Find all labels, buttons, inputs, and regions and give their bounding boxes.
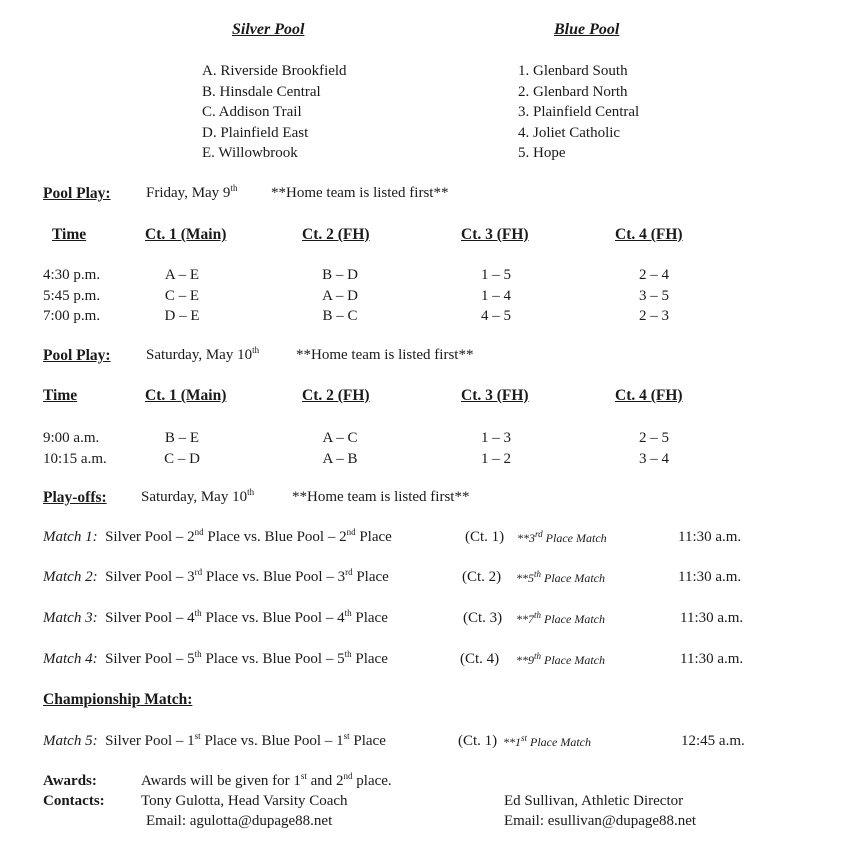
match-text: Place vs. Blue Pool – 1 — [200, 733, 344, 749]
column-header-ct1: Ct. 1 (Main) — [145, 387, 227, 404]
ordinal-suffix: st — [300, 771, 307, 781]
note-text: Place Match — [541, 612, 605, 626]
ordinal-suffix: rd — [194, 567, 203, 577]
ordinal-suffix: rd — [535, 529, 543, 539]
column-header-ct2: Ct. 2 (FH) — [302, 226, 370, 243]
time-cell: 7:00 p.m. — [43, 308, 101, 324]
matchup-cell: C – E — [164, 287, 200, 304]
match-place-note — [517, 531, 607, 546]
matchup-cell: 2 – 5 — [639, 430, 669, 446]
matchup-cell: A – D — [322, 287, 358, 304]
match-row — [43, 529, 392, 546]
day-suffix: th — [247, 487, 255, 497]
match-label: Match 5: — [43, 733, 98, 749]
matchup-cell: B – D — [322, 267, 358, 283]
match-text: Place — [349, 733, 386, 749]
pool-play-1-day — [146, 185, 237, 202]
list-item: 2. Glenbard North — [518, 83, 628, 100]
time-cell: 4:30 p.m. — [43, 267, 101, 283]
blue-pool-title: Blue Pool — [554, 21, 620, 38]
ct4-column — [622, 428, 686, 469]
blue-pool-team-list — [518, 61, 639, 164]
match-court: (Ct. 4) — [460, 651, 500, 667]
match-time: 11:30 a.m. — [678, 569, 742, 585]
list-item: 3. Plainfield Central — [518, 104, 640, 120]
playoffs-label: Play-offs: — [43, 489, 107, 506]
matchup-cell: 3 – 5 — [639, 287, 669, 304]
match-text: Silver Pool – 1 — [105, 733, 195, 749]
match-text: Silver Pool – 5 — [105, 651, 195, 667]
column-header-ct4: Ct. 4 (FH) — [615, 226, 683, 243]
list-item: B. Hinsdale Central — [202, 83, 321, 100]
matchup-cell: B – E — [164, 430, 200, 446]
ordinal-suffix: nd — [194, 527, 204, 537]
matchup-cell: C – D — [164, 450, 200, 467]
match-text: Place vs. Blue Pool – 2 — [203, 529, 347, 545]
match-text: Place — [351, 610, 388, 626]
time-cell: 10:15 a.m. — [43, 450, 107, 467]
match-text: Place — [352, 569, 389, 585]
match-label: Match 3: — [43, 610, 98, 626]
ordinal-suffix: th — [194, 649, 202, 659]
note-text: **3 — [517, 531, 535, 545]
ordinal-suffix: rd — [345, 567, 353, 577]
note-text: **9 — [516, 653, 534, 667]
match-text: Silver Pool – 3 — [105, 569, 195, 585]
contacts-label: Contacts: — [43, 793, 105, 809]
match-text: Place vs. Blue Pool – 5 — [201, 651, 345, 667]
day-suffix: th — [252, 345, 260, 355]
matchup-cell: B – C — [322, 308, 358, 324]
awards-text-part: place. — [352, 773, 392, 789]
silver-pool-title: Silver Pool — [232, 21, 305, 38]
ct1-column — [150, 265, 214, 327]
match-description — [105, 610, 388, 626]
day-text: Saturday, May 10 — [141, 489, 248, 505]
match-court: (Ct. 1) — [458, 733, 498, 749]
list-item: D. Plainfield East — [202, 124, 309, 141]
ordinal-suffix: st — [194, 731, 201, 741]
list-item: C. Addison Trail — [202, 104, 302, 120]
championship-label: Championship Match: — [43, 691, 193, 708]
match-text: Silver Pool – 4 — [105, 610, 195, 626]
match-place-note — [516, 612, 605, 627]
note-text: **5 — [516, 571, 534, 585]
ordinal-suffix: st — [521, 733, 528, 743]
match-time: 11:30 a.m. — [678, 529, 742, 545]
ordinal-suffix: th — [194, 608, 202, 618]
column-header-time: Time — [43, 387, 78, 404]
matchup-cell: 1 – 3 — [481, 430, 511, 446]
column-header-ct4: Ct. 4 (FH) — [615, 387, 683, 404]
column-header-ct1: Ct. 1 (Main) — [145, 226, 227, 243]
column-header-ct2: Ct. 2 (FH) — [302, 387, 370, 404]
contact-right-email[interactable]: Email: esullivan@dupage88.net — [504, 813, 697, 829]
day-text: Friday, May 9 — [146, 185, 231, 201]
ordinal-suffix: st — [343, 731, 350, 741]
match-text: Silver Pool – 2 — [105, 529, 195, 545]
ordinal-suffix: th — [344, 649, 352, 659]
matchup-cell: 4 – 5 — [481, 308, 511, 324]
ordinal-suffix: th — [534, 610, 542, 620]
ct3-column — [464, 265, 528, 327]
list-item: 1. Glenbard South — [518, 63, 628, 79]
playoffs-note: **Home team is listed first** — [292, 489, 470, 505]
contact-right-name: Ed Sullivan, Athletic Director — [504, 793, 684, 809]
silver-pool-team-list — [202, 61, 347, 164]
match-row — [43, 651, 388, 668]
ct1-column — [150, 428, 214, 469]
match-text: Place vs. Blue Pool – 4 — [201, 610, 345, 626]
column-header-ct3: Ct. 3 (FH) — [461, 387, 529, 404]
pool-play-2-day — [146, 347, 259, 364]
match-place-note — [516, 653, 605, 668]
match-label: Match 1: — [43, 529, 98, 545]
match-description — [105, 529, 392, 545]
match-row — [43, 569, 389, 586]
matchup-cell: 1 – 4 — [481, 287, 511, 304]
matchup-cell: A – E — [164, 267, 200, 283]
match-court: (Ct. 2) — [462, 569, 502, 585]
match-description — [105, 569, 389, 585]
pool-play-1-note: **Home team is listed first** — [271, 185, 449, 201]
matchup-cell: A – C — [322, 430, 358, 446]
match-place-note — [516, 571, 605, 586]
ct4-column — [622, 265, 686, 327]
note-text: Place Match — [541, 653, 605, 667]
awards-text — [141, 773, 392, 790]
ordinal-suffix: th — [344, 608, 352, 618]
match-description — [105, 733, 386, 749]
note-text: Place Match — [542, 531, 607, 545]
times-column — [43, 265, 100, 327]
matchup-cell: 3 – 4 — [639, 450, 669, 467]
matchup-cell: 2 – 4 — [639, 267, 669, 283]
match-text: Place — [355, 529, 392, 545]
ordinal-suffix: th — [534, 569, 542, 579]
pool-play-2-note: **Home team is listed first** — [296, 347, 474, 363]
matchup-cell: 1 – 2 — [481, 450, 511, 467]
time-cell: 9:00 a.m. — [43, 430, 100, 446]
ct2-column — [308, 428, 372, 469]
list-item: 5. Hope — [518, 145, 566, 161]
matchup-cell: A – B — [322, 450, 358, 467]
note-text: **7 — [516, 612, 534, 626]
playoffs-day — [141, 489, 254, 506]
day-suffix: th — [230, 183, 238, 193]
match-row — [43, 610, 388, 627]
times-column — [43, 428, 107, 469]
match-time: 11:30 a.m. — [680, 651, 744, 667]
note-text: Place Match — [527, 735, 591, 749]
list-item: 4. Joliet Catholic — [518, 124, 621, 141]
contact-left-name: Tony Gulotta, Head Varsity Coach — [141, 793, 348, 809]
note-text: **1 — [503, 735, 521, 749]
ct3-column — [464, 428, 528, 469]
match-time: 12:45 a.m. — [681, 733, 745, 749]
pool-play-1-label: Pool Play: — [43, 185, 111, 202]
column-header-ct3: Ct. 3 (FH) — [461, 226, 529, 243]
time-cell: 5:45 p.m. — [43, 287, 101, 304]
matchup-cell: 2 – 3 — [639, 308, 669, 324]
day-text: Saturday, May 10 — [146, 347, 253, 363]
pool-play-2-label: Pool Play: — [43, 347, 111, 364]
match-label: Match 4: — [43, 651, 98, 667]
matchup-cell: 1 – 5 — [481, 267, 511, 283]
list-item: E. Willowbrook — [202, 145, 298, 161]
awards-text-part: Awards will be given for 1 — [141, 773, 301, 789]
ordinal-suffix: nd — [346, 527, 356, 537]
match-label: Match 2: — [43, 569, 98, 585]
match-description — [105, 651, 388, 667]
match-row — [43, 733, 386, 750]
awards-label: Awards: — [43, 773, 97, 789]
contact-left-email[interactable]: Email: agulotta@dupage88.net — [146, 813, 333, 829]
ct2-column — [308, 265, 372, 327]
match-text: Place — [351, 651, 388, 667]
ordinal-suffix: nd — [343, 771, 353, 781]
match-place-note — [503, 735, 591, 750]
note-text: Place Match — [541, 571, 605, 585]
ordinal-suffix: th — [534, 651, 542, 661]
match-text: Place vs. Blue Pool – 3 — [202, 569, 346, 585]
list-item: A. Riverside Brookfield — [202, 63, 347, 79]
matchup-cell: D – E — [164, 308, 200, 324]
awards-text-part: and 2 — [306, 773, 344, 789]
match-court: (Ct. 3) — [463, 610, 503, 626]
match-time: 11:30 a.m. — [680, 610, 744, 626]
match-court: (Ct. 1) — [465, 529, 505, 545]
column-header-time: Time — [52, 226, 87, 243]
